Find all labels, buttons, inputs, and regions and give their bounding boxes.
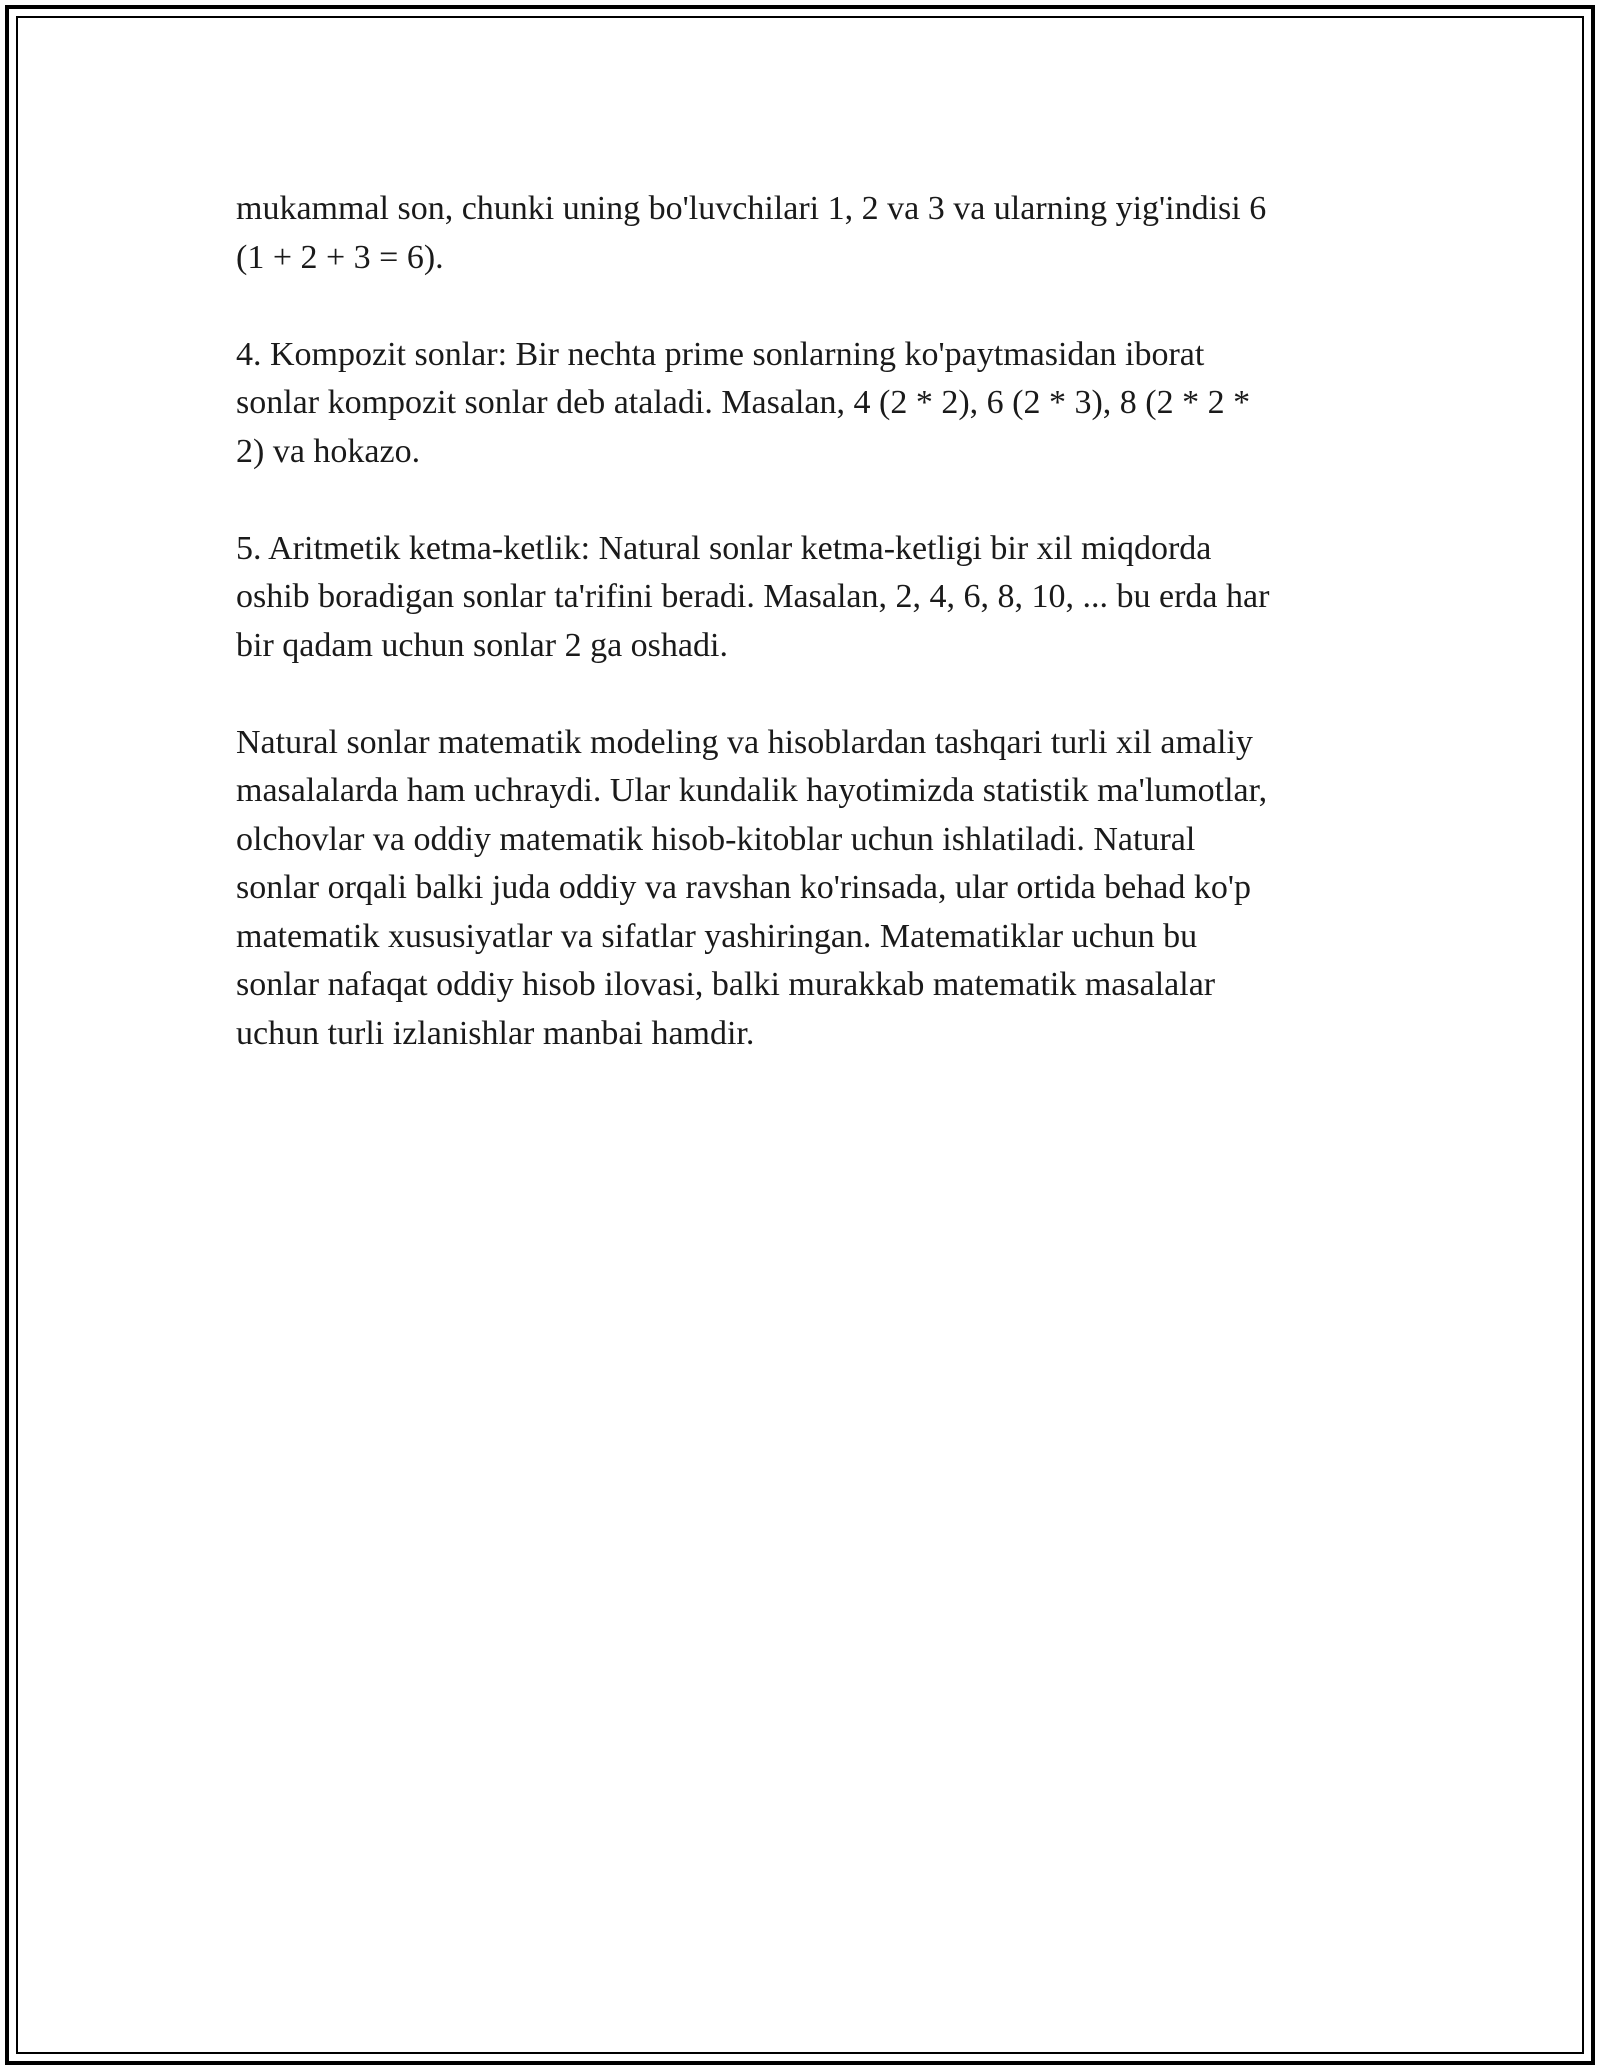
text-line: sonlar orqali balki juda oddiy va ravshan ko'rinsada, ular ortida behad ko'p bbox=[236, 869, 1251, 906]
text-line: matematik xususiyatlar va sifatlar yashiringan. Matematiklar uchun bu bbox=[236, 917, 1198, 955]
text-line: masalalarda ham uchraydi. Ular kundalik hayotimizda statistik ma'lumotlar, bbox=[236, 772, 1268, 809]
paragraph-composite-numbers bbox=[236, 331, 1356, 477]
text-line: mukammal son, chunki uning bo'luvchilari 1, 2 va 3 va ularning yig'indisi 6 bbox=[236, 190, 1267, 227]
text-line: bir qadam uchun sonlar 2 ga oshadi. bbox=[236, 626, 728, 664]
text-line: (1 + 2 + 3 = 6). bbox=[236, 238, 444, 276]
text-line: sonlar kompozit sonlar deb ataladi. Masalan, 4 (2 * 2), 6 (2 * 3), 8 (2 * 2 * bbox=[236, 384, 1251, 421]
paragraph-arithmetic-sequence bbox=[236, 525, 1356, 671]
text-line: 5. Aritmetik ketma-ketlik: Natural sonlar ketma-ketligi bir xil miqdorda bbox=[236, 529, 1212, 567]
text-line: 4. Kompozit sonlar: Bir nechta prime sonlarning ko'paytmasidan iborat bbox=[236, 335, 1205, 373]
text-line: olchovlar va oddiy matematik hisob-kitoblar uchun ishlatiladi. Natural bbox=[236, 820, 1196, 858]
text-line: uchun turli izlanishlar manbai hamdir. bbox=[236, 1014, 755, 1052]
paragraph-conclusion bbox=[236, 719, 1356, 1059]
document-body bbox=[236, 185, 1356, 1107]
paragraph-perfect-number-continued bbox=[236, 185, 1356, 282]
text-line: Natural sonlar matematik modeling va hisoblardan tashqari turli xil amaliy bbox=[236, 723, 1253, 761]
text-line: oshib boradigan sonlar ta'rifini beradi. Masalan, 2, 4, 6, 8, 10, ... bu erda har bbox=[236, 578, 1270, 615]
text-line: 2) va hokazo. bbox=[236, 432, 421, 470]
text-line: sonlar nafaqat oddiy hisob ilovasi, balki murakkab matematik masalalar bbox=[236, 966, 1216, 1003]
